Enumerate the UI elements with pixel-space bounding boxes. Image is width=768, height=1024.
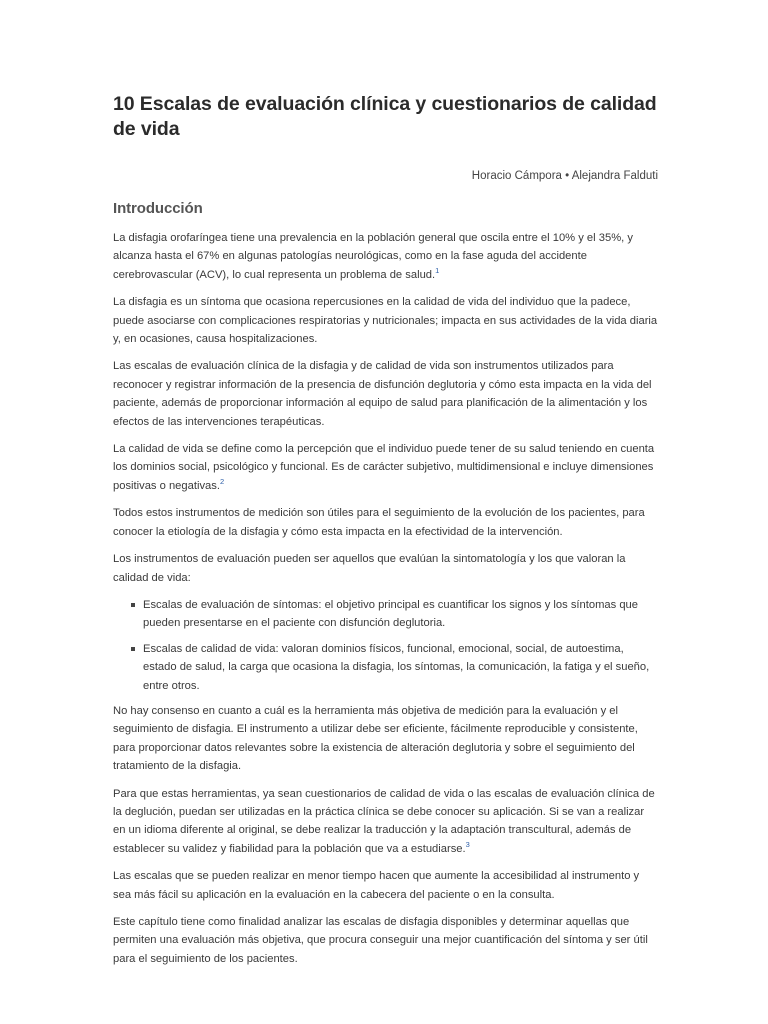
paragraph: Las escalas que se pueden realizar en menor tiempo hacen que aumente la accesibilidad al instrumento y sea más fácil su aplicación en la evaluación en la cabecera del paciente o en la consulta. — [113, 870, 640, 901]
authors-line: Horacio Cámpora • Alejandra Falduti — [471, 170, 658, 182]
closing-paragraphs — [113, 702, 658, 968]
list-item: Escalas de calidad de vida: valoran dominios físicos, funcional, emocional, social, de autoestima, estado de salud, la carga que ocasiona la disfagia, los síntomas, la comunicación, la fatiga y el sueño, entre otros. — [143, 640, 658, 695]
paragraph: Para que estas herramientas, ya sean cuestionarios de calidad de vida o las escalas de evaluación clínica de la deglución, puedan ser utilizadas en la práctica clínica se debe conocer su aplicación. Si se van a realizar en un idioma diferente al original, se debe realizar la traducción y la adaptación transcultural, además de establecer su validez y fiabilidad para la población que va a estudiarse.$^3$ — [113, 787, 655, 855]
footnote-ref[interactable]: 2 — [219, 476, 225, 486]
paragraph: Los instrumentos de evaluación pueden ser aquellos que evalúan la sintomatología y los que valoran la calidad de vida: — [113, 553, 626, 584]
paragraph: La calidad de vida se define como la percepción que el individuo puede tener de su salud teniendo en cuenta los dominios social, psicológico y funcional. Es de carácter subjetivo, multidimensional e incluye dimensiones positivas o negativas.$^2$ — [113, 443, 655, 492]
chapter-title: 10 Escalas de evaluación clínica y cuestionarios de calidad de vida — [113, 93, 657, 140]
footnote-ref[interactable]: 3 — [465, 839, 470, 849]
intro-paragraphs — [113, 229, 658, 587]
footnote-ref[interactable]: 1 — [435, 265, 440, 275]
bullet-list — [113, 596, 658, 695]
paragraph: Todos estos instrumentos de medición son útiles para el seguimiento de la evolución de los pacientes, para conocer la etiología de la disfagia y cómo esta impacta en la efectividad de la intervención. — [113, 507, 645, 538]
square-bullet-icon — [131, 647, 135, 651]
square-bullet-icon — [131, 603, 135, 607]
paragraph: La disfagia es un síntoma que ocasiona repercusiones en la calidad de vida del individuo que la padece, puede asociarse con complicaciones respiratorias y nutricionales; impacta en sus actividades de la vida diaria y, en ocasiones, causa hospitalizaciones. — [113, 296, 658, 346]
paragraph: La disfagia orofaríngea tiene una prevalencia en la población general que oscila entre el 10% y el 35%, y alcanza hasta el 67% en algunas patologías neurológicas, como en la fase aguda del accidente cerebrovascular (ACV), lo cual representa un problema de salud.$^1$ — [113, 232, 633, 281]
paragraph: No hay consenso en cuanto a cuál es la herramienta más objetiva de medición para la evaluación y el seguimiento de disfagia. El instrumento a utilizar debe ser eficiente, fácilmente reproducible y consistente, para proporcionar datos relevantes sobre la existencia de alteración deglutoria y sobre el seguimiento del tratamiento de la disfagia. — [113, 704, 638, 773]
section-heading: Introducción — [113, 200, 203, 217]
paragraph: Las escalas de evaluación clínica de la disfagia y de calidad de vida son instrumentos utilizados para reconocer y registrar información de la presencia de disfunción deglutoria y cómo esta impacta en la vida del paciente, además de proporcionar información al equipo de salud para planificación de la alimentación y los efectos de las intervenciones terapéuticas. — [113, 360, 652, 428]
list-item: Escalas de evaluación de síntomas: el objetivo principal es cuantificar los signos y los síntomas que pueden presentarse en el paciente con disfunción deglutoria. — [143, 596, 658, 633]
paragraph: Este capítulo tiene como finalidad analizar las escalas de disfagia disponibles y determinar aquellas que permiten una evaluación más objetiva, que procura conseguir una mejor cuantificación del síntoma y ser útil para el seguimiento de los pacientes. — [113, 916, 648, 965]
